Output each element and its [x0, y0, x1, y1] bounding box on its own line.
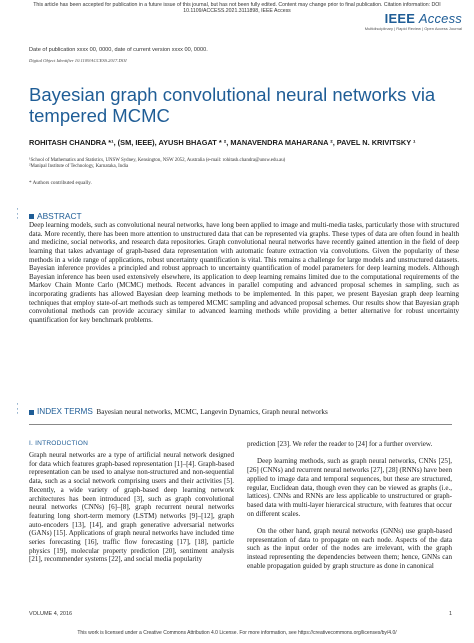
volume-label: VOLUME 4, 2016 — [29, 611, 73, 617]
journal-logo — [385, 11, 462, 26]
intro-paragraph-2: Deep learning methods, such as graph neural networks, CNNs [25], [26] (CNNs) and recurrent neural networks [27], [28] (RNNs) have been applied to image data and temporal sequences, but these are structured, regular, Euclidean data, though even they can be viewed as graphs (i.e., lattices). CNNs and RNNs are less applicable to unstructured or graph-based data with multi-layer hierarcical structure, with features that occur on different scales. — [247, 457, 452, 518]
affiliations — [29, 158, 459, 170]
license-notice: This work is licensed under a Creative Commons Attribution 4.0 License. For more information, see https://creativecommons.org/licenses/by/4.0/ — [77, 630, 397, 636]
contribution-note: * Authors contributed equally. — [29, 180, 92, 186]
abstract-text: Deep learning models, such as convolutional neural networks, have long been applied to image and multi-media tasks, particularly those with structured data. More recently, there has been more attention to unstructured data that can be represented via graphs. These types of data are often found in health and medicine, social networks, and research data repositories. Graph convolutional neural networks have recently gained attention in the field of deep learning that takes advantage of graph-based data representation with automatic feature extraction via convolutions. Given the popularity of these methods in a wide range of applications, robust uncertainty quantification is vital. This remains a challenge for large models and unstructured datasets. Bayesian inference provides a principled and robust approach to uncertainty quantification of model parameters for deep learning models. Although Bayesian inference has been used extensively elsewhere, its application to deep learning remains limited due to the computational requirements of the Markov Chain Monte Carlo (MCMC) methods. Recent advances in parallel computing and advanced proposal schemes in sampling, such as incorporating gradients has allowed Bayesian deep learning methods to be implemented. In this paper, we present Bayesian graph deep learning techniques that employ state-of-art methods such as tempered MCMC sampling and advanced proposal schemes. Our results show that Bayesian graph convolutional methods can provide accuracy similar to advanced learning methods while providing a better alternative for robust uncertainty quantification for key benchmark problems. — [29, 221, 459, 324]
index-terms — [29, 407, 459, 416]
intro-paragraph-1: Graph neural networks are a type of artificial neural network designed for data which features graph-based representation [1]–[4]. Graph-based representation can be used to analyse non-structured and non-sequential data, such as a social network comprising users and their activities [5]. Recently, a wide variety of graph-based deep learning network architectures has been introduced [3], such as graph convolutional neural networks (CNNs) [6]–[8], graph recurrent neural networks featuring long short-term memory (LSTM) networks [9]–[12], graph auto-encoders [13], [14], and graph generative adversarial networks (GANs) [15]. Applications of graph neural networks have included time series forecasting [16], traffic flow forecasting [17], [18], particle physics [19], molecular property prediction [20], sentiment analysis [21], recommender systems [22], and social media popularity — [29, 451, 234, 564]
left-column — [29, 451, 234, 564]
section-square-icon — [29, 214, 34, 219]
notice-line-2: 10.1109/ACCESS.2021.3111898, IEEE Access — [183, 8, 291, 15]
abstract-label: ABSTRACT — [37, 211, 82, 221]
right-column — [247, 440, 452, 571]
abstract-heading — [29, 211, 82, 221]
index-terms-label: INDEX TERMS — [37, 407, 93, 416]
publication-dates: Date of publication xxxx 00, 0000, date of current version xxxx 00, 0000. — [29, 47, 208, 53]
section-heading-introduction: I. INTRODUCTION — [29, 440, 89, 447]
divider-rule — [29, 424, 452, 425]
page-number: 1 — [448, 611, 452, 617]
margin-marker: ▪ ▪ ▪ — [16, 207, 19, 220]
journal-tagline: Multidisciplinary | Rapid Review | Open Access Journal — [364, 26, 462, 31]
index-terms-text: Bayesian neural networks, MCMC, Langevin Dynamics, Graph neural networks — [96, 408, 328, 416]
doi-line: Digital Object Identifier 10.1109/ACCESS.2017.DOI — [29, 58, 127, 63]
logo-accent: Access — [418, 11, 462, 26]
affiliation-2: ²Manipal Institute of Technology, Karnataka, India — [29, 164, 129, 169]
author-list: ROHITASH CHANDRA *¹, (SM, IEEE), AYUSH BHAGAT * ², MANAVENDRA MAHARANA ², PAVEL N. KRIVITSKY ¹ — [29, 138, 416, 147]
paper-title: Bayesian graph convolutional neural networks via tempered MCMC — [29, 84, 436, 126]
intro-paragraph-1-cont: prediction [23]. We refer the reader to [24] for a further overview. — [247, 440, 433, 448]
intro-paragraph-3: On the other hand, graph neural networks (GNNs) use graph-based representation of data to propagate on each node. Aspects of the data such as the input order of the nodes are irrelevant, with the graph instead representing the dependencies between them; hence, GNNs can enable propagation guided by graph structure as done in canonical — [247, 527, 452, 570]
logo-main: IEEE — [384, 11, 416, 26]
notice-line-1: This article has been accepted for publication in a future issue of this journal, but has not been fully edited. Content may change prior to final publication. Citation information: DOI — [33, 2, 441, 8]
margin-marker-index: ▪ ▪ ▪ — [16, 402, 19, 415]
affiliation-1: ¹School of Mathematics and Statistics, UNSW Sydney, Kensington, NSW 2052, Australia (e-mail: rohitash.chandra@unsw.edu.au) — [29, 158, 286, 163]
section-square-icon — [29, 410, 34, 415]
